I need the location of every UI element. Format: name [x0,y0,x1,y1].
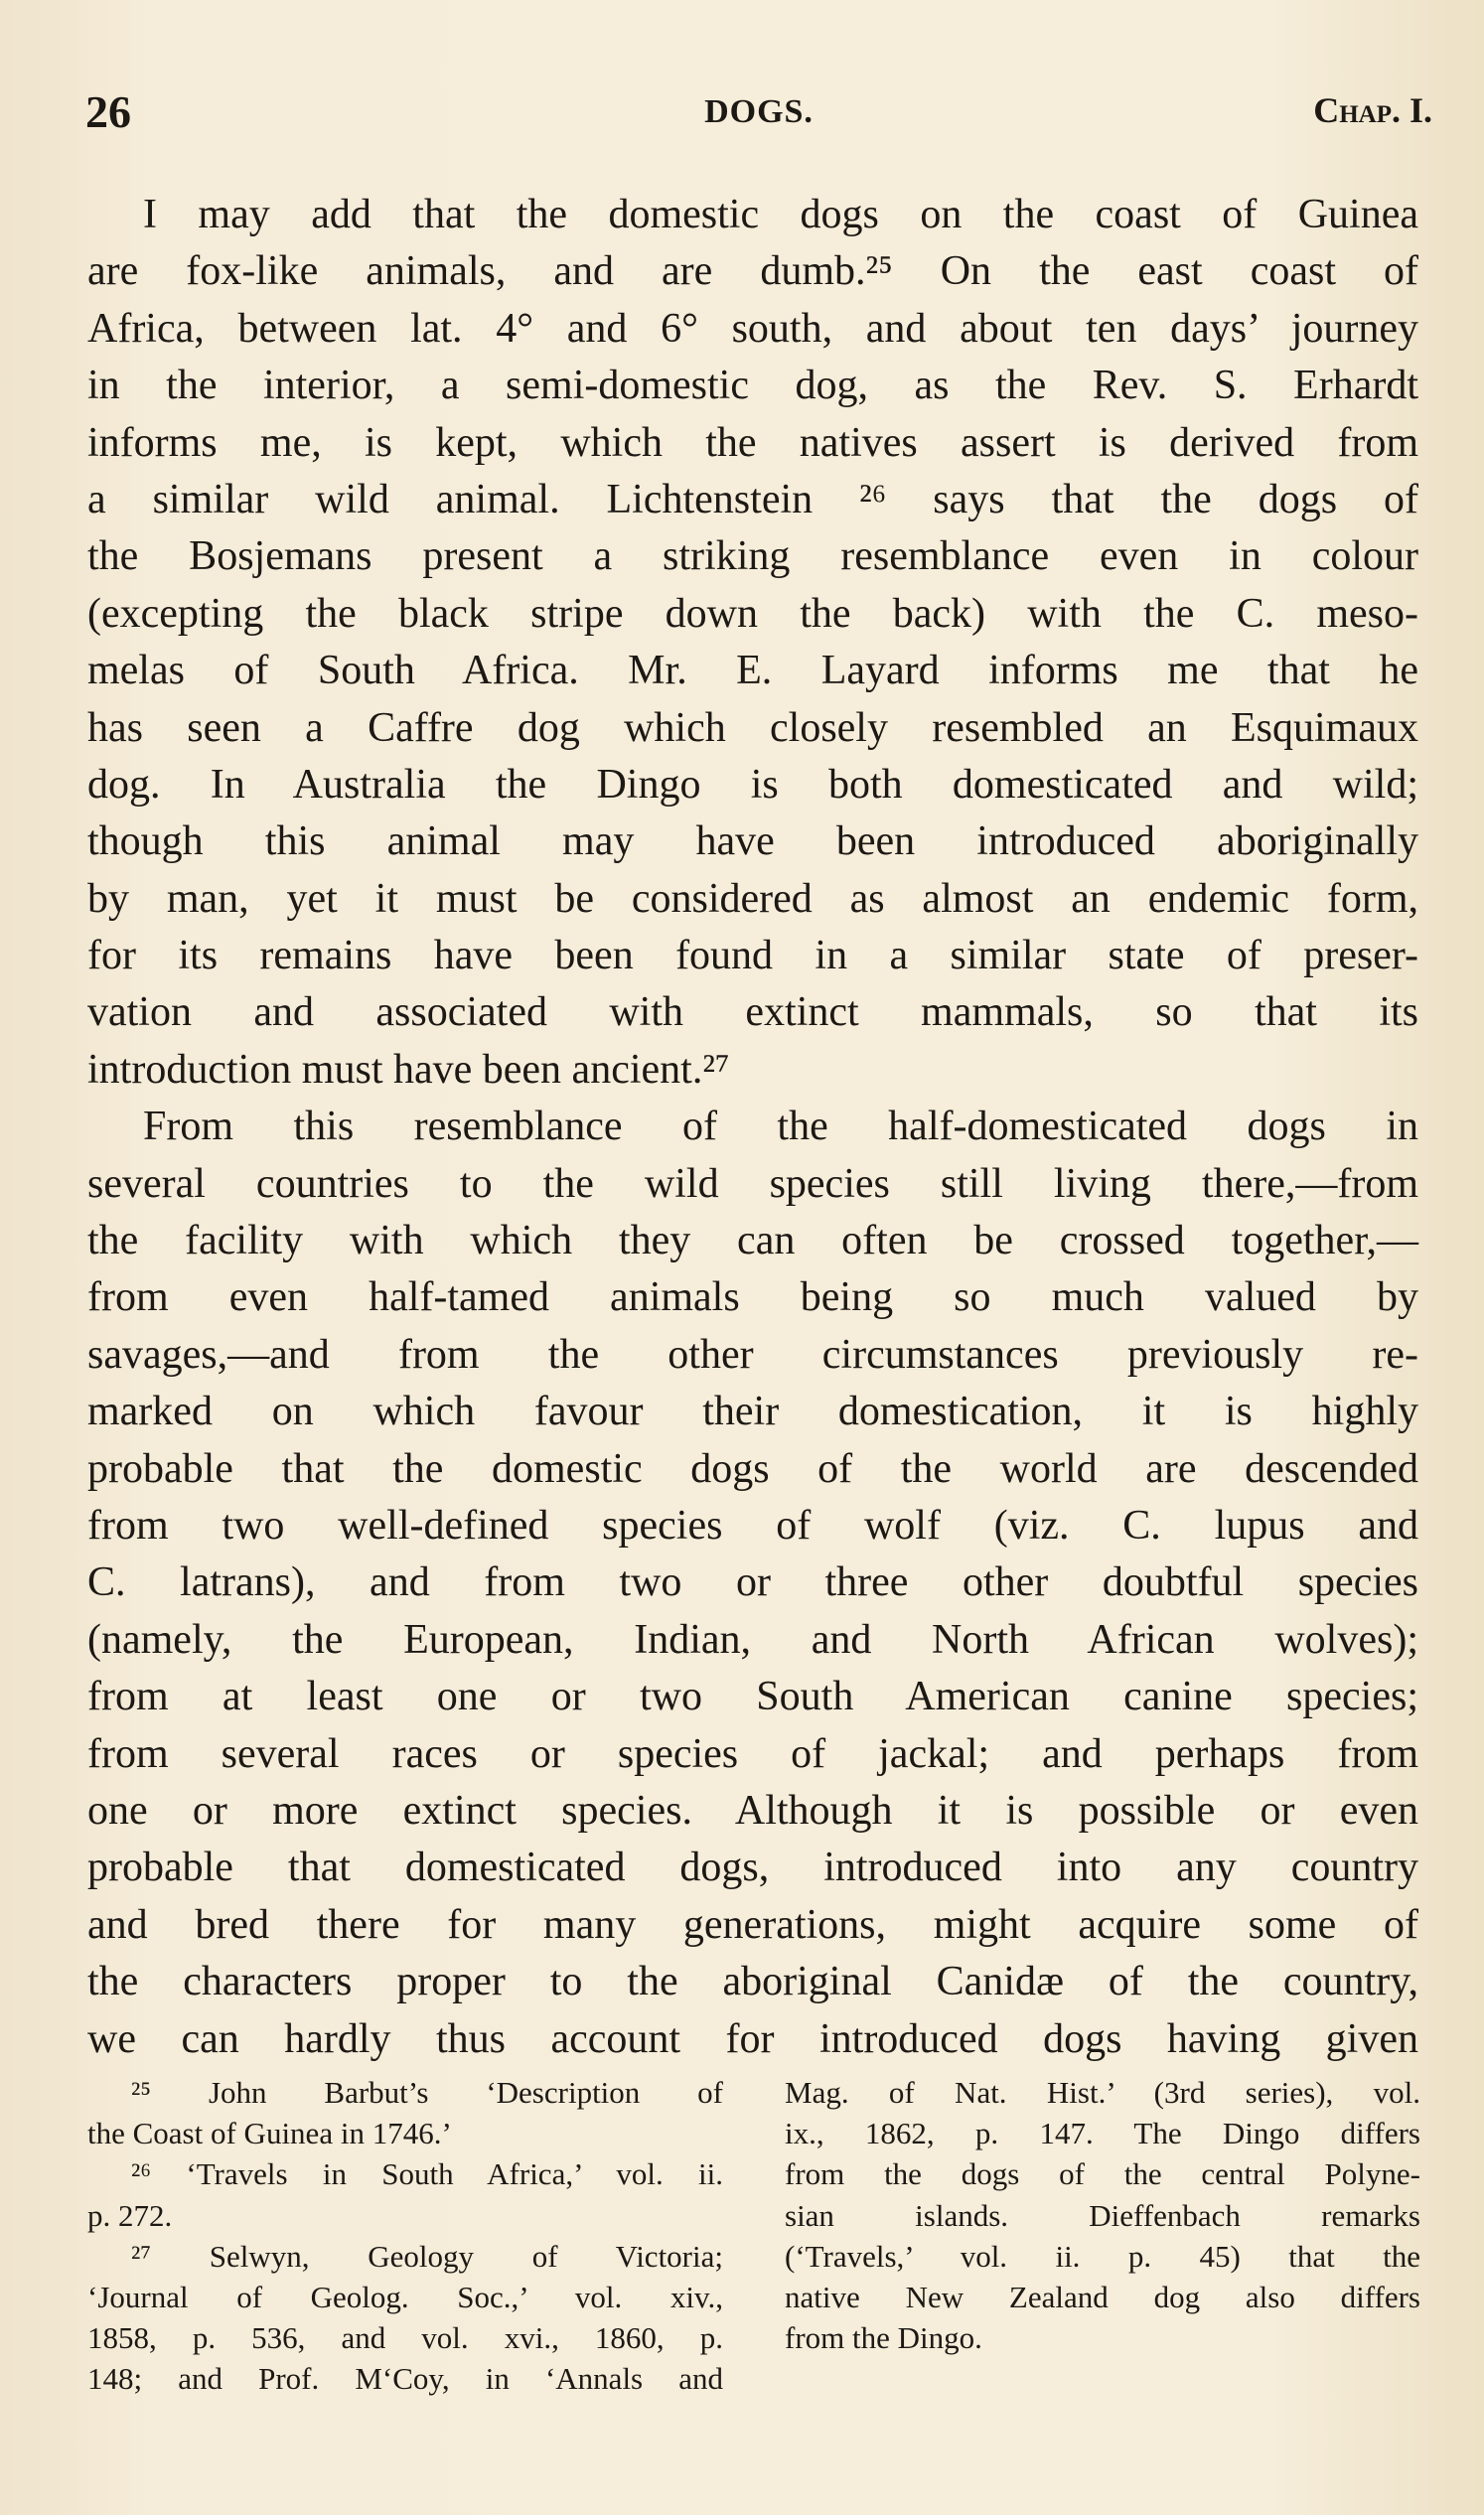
footnotes-right-column [785,2072,1420,2358]
text-line: (namely, the European, Indian, and North African wolves); [87,1616,1418,1663]
text-line: the characters proper to the aboriginal Canidæ of the country, [87,1959,1418,2005]
text-line: from even half-tamed animals being so much valued by [87,1274,1418,1321]
text-line: a similar wild animal. Lichtenstein ²⁶ says that the dogs of [87,476,1418,522]
footnote-line: ix., 1862, p. 147. The Dingo differs [785,2116,1420,2151]
text-line: melas of South Africa. Mr. E. Layard informs me that he [87,648,1418,694]
text-line: introduction must have been ancient.²⁷ [87,1046,730,1093]
text-line: probable that domesticated dogs, introduced into any country [87,1845,1418,1891]
footnotes [87,2072,1418,2410]
footnote-line: the Coast of Guinea in 1746.’ [87,2116,452,2151]
footnote-line: Mag. of Nat. Hist.’ (3rd series), vol. [785,2075,1420,2110]
text-line: I may add that the domestic dogs on the coast of Guinea [143,192,1418,237]
running-title: DOGS. [704,93,814,130]
text-line: from several races or species of jackal; and perhaps from [87,1730,1418,1777]
text-line: one or more extinct species. Although it is possible or even [87,1787,1418,1834]
footnote-line: 148; and Prof. M‘Coy, in ‘Annals and [87,2361,723,2397]
footnote-line: ²⁵ John Barbut’s ‘Description of [131,2075,723,2110]
page-header [85,85,1432,141]
text-line: we can hardly thus account for introduced dogs having given [87,2015,1418,2062]
text-line: marked on which favour their domestication, it is highly [87,1389,1418,1435]
footnotes-left-column [87,2072,723,2400]
footnote-line: native New Zealand dog also differs [785,2279,1420,2314]
text-line: (excepting the black stripe down the back) with the C. meso- [87,590,1418,637]
footnote-line: sian islands. Dieffenbach remarks [785,2197,1420,2233]
text-line: though this animal may have been introduced aboriginally [87,818,1418,865]
text-line: C. latrans), and from two or three other doubtful species [87,1559,1418,1606]
chapter-label: Chap. I. [1313,90,1432,130]
text-line: the facility with which they can often be crossed together,— [87,1218,1418,1264]
text-line: savages,—and from the other circumstances previously re- [87,1331,1418,1378]
page-number: 26 [85,86,131,137]
text-line: From this resemblance of the half-domesticated dogs in [143,1104,1418,1150]
footnote-line: (‘Travels,’ vol. ii. p. 45) that the [785,2238,1420,2274]
text-line: dog. In Australia the Dingo is both domesticated and wild; [87,761,1418,808]
text-line: several countries to the wild species still living there,—from [87,1160,1418,1207]
text-line: for its remains have been found in a similar state of preser- [87,933,1418,979]
footnote-line: p. 272. [87,2197,173,2233]
footnote-line: ‘Journal of Geolog. Soc.,’ vol. xiv., [87,2279,723,2314]
footnote-line: ²⁷ Selwyn, Geology of Victoria; [131,2238,723,2274]
text-line: from at least one or two South American canine species; [87,1674,1418,1720]
text-line: the Bosjemans present a striking resemblance even in colour [87,533,1418,580]
text-line: has seen a Caffre dog which closely resembled an Esquimaux [87,704,1418,751]
text-line: probable that the domestic dogs of the world are descended [87,1445,1418,1492]
text-line: informs me, is kept, which the natives assert is derived from [87,419,1418,466]
text-line: and bred there for many generations, might acquire some of [87,1901,1418,1948]
text-line: vation and associated with extinct mammals, so that its [87,989,1418,1036]
text-line: by man, yet it must be considered as almost an endemic form, [87,875,1418,922]
body-text [87,187,1418,2068]
footnote-line: from the Dingo. [785,2320,982,2356]
text-line: are fox-like animals, and are dumb.²⁵ On the east coast of [87,248,1418,295]
text-line: Africa, between lat. 4° and 6° south, and about ten days’ journey [87,305,1418,352]
text-line: in the interior, a semi-domestic dog, as the Rev. S. Erhardt [87,363,1418,409]
footnote-line: ²⁶ ‘Travels in South Africa,’ vol. ii. [131,2156,723,2192]
footnote-line: 1858, p. 536, and vol. xvi., 1860, p. [87,2320,723,2356]
footnote-line: from the dogs of the central Polyne- [785,2156,1420,2192]
text-line: from two well-defined species of wolf (viz. C. lupus and [87,1502,1418,1549]
